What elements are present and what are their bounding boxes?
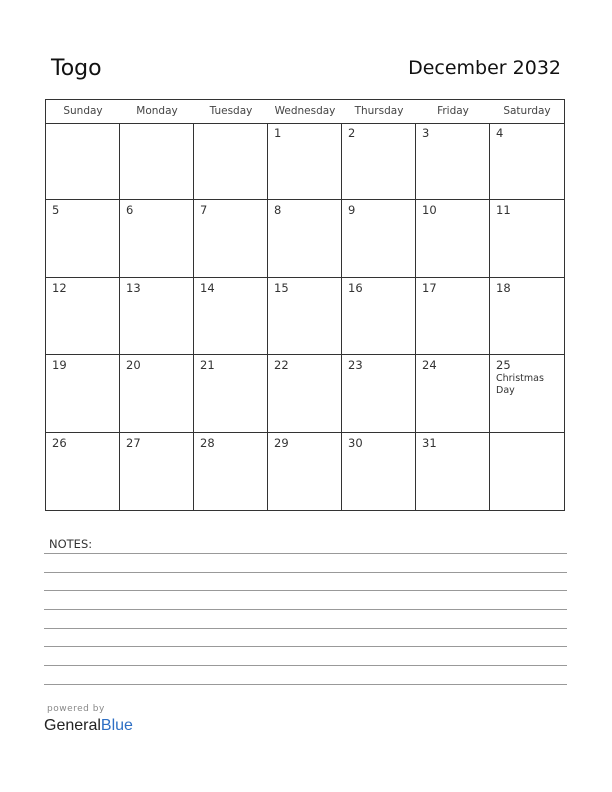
day-cell bbox=[194, 355, 268, 432]
day-cell bbox=[342, 200, 416, 277]
weekday-header-row bbox=[46, 100, 564, 124]
day-number: 27 bbox=[126, 435, 141, 450]
day-number: 8 bbox=[274, 203, 282, 218]
day-number: 22 bbox=[274, 358, 289, 373]
weekday-wednesday: Wednesday bbox=[274, 105, 336, 117]
day-cell bbox=[194, 433, 268, 510]
day-number: 1 bbox=[274, 126, 282, 140]
day-cell bbox=[342, 433, 416, 510]
day-cell bbox=[120, 123, 194, 200]
generalblue-logo[interactable] bbox=[44, 716, 133, 736]
weekday-thursday: Thursday bbox=[354, 105, 404, 117]
day-cell bbox=[490, 355, 564, 432]
note-line bbox=[44, 590, 567, 591]
day-cell bbox=[416, 355, 490, 432]
day-cell bbox=[490, 200, 564, 277]
brand-blue: Blue bbox=[100, 717, 133, 734]
day-cell bbox=[120, 355, 194, 432]
note-line bbox=[44, 665, 567, 666]
month-year-title: December 2032 bbox=[408, 57, 561, 79]
day-cell bbox=[416, 123, 490, 200]
day-number: 24 bbox=[422, 358, 437, 373]
day-number: 6 bbox=[126, 203, 134, 218]
day-number: 31 bbox=[422, 435, 437, 450]
calendar-grid bbox=[45, 99, 565, 511]
day-cell bbox=[416, 433, 490, 510]
note-line bbox=[44, 609, 567, 610]
day-number: 26 bbox=[52, 435, 67, 450]
day-number: 11 bbox=[496, 203, 511, 218]
day-cell bbox=[194, 278, 268, 355]
day-number: 2 bbox=[348, 126, 356, 140]
day-cell bbox=[194, 200, 268, 277]
day-cell bbox=[268, 433, 342, 510]
note-line bbox=[44, 684, 567, 685]
day-cell bbox=[490, 123, 564, 200]
day-number: 28 bbox=[200, 435, 215, 450]
day-cell bbox=[120, 278, 194, 355]
weekday-tuesday: Tuesday bbox=[209, 105, 253, 117]
day-cell bbox=[46, 355, 120, 432]
day-number: 4 bbox=[496, 126, 504, 140]
day-cell bbox=[46, 200, 120, 277]
day-number: 12 bbox=[52, 280, 67, 295]
weekday-friday: Friday bbox=[437, 105, 469, 117]
day-number: 17 bbox=[422, 280, 437, 295]
day-number: 7 bbox=[200, 203, 208, 218]
day-number: 3 bbox=[422, 126, 430, 140]
day-number: 25 bbox=[496, 358, 511, 373]
day-cell bbox=[194, 123, 268, 200]
day-cell bbox=[342, 278, 416, 355]
day-cell bbox=[268, 278, 342, 355]
day-cell bbox=[342, 123, 416, 200]
weekday-saturday: Saturday bbox=[503, 105, 551, 117]
day-number: 21 bbox=[200, 358, 215, 373]
day-cell bbox=[120, 433, 194, 510]
weekday-sunday: Sunday bbox=[63, 105, 103, 117]
note-line bbox=[44, 553, 567, 554]
day-cell bbox=[268, 355, 342, 432]
day-cell bbox=[268, 123, 342, 200]
country-title: Togo bbox=[51, 56, 102, 81]
day-number: 10 bbox=[422, 203, 437, 218]
brand-general: General bbox=[44, 717, 101, 734]
weekday-monday: Monday bbox=[136, 105, 178, 117]
day-number: 15 bbox=[274, 280, 289, 295]
holiday-label: Christmas Day bbox=[496, 373, 544, 397]
day-number: 16 bbox=[348, 280, 363, 295]
day-cell bbox=[268, 200, 342, 277]
day-number: 19 bbox=[52, 358, 67, 373]
day-number: 23 bbox=[348, 358, 363, 373]
day-number: 29 bbox=[274, 435, 289, 450]
day-cell bbox=[342, 355, 416, 432]
day-number: 13 bbox=[126, 280, 141, 295]
day-cell bbox=[490, 433, 564, 510]
day-number: 30 bbox=[348, 435, 363, 450]
day-cell bbox=[46, 278, 120, 355]
day-number: 9 bbox=[348, 203, 356, 218]
day-grid bbox=[46, 123, 564, 510]
day-cell bbox=[46, 123, 120, 200]
day-cell bbox=[120, 200, 194, 277]
note-line bbox=[44, 646, 567, 647]
notes-label: NOTES: bbox=[49, 537, 93, 551]
day-number: 18 bbox=[496, 280, 511, 295]
day-number: 5 bbox=[52, 203, 60, 218]
day-cell bbox=[416, 200, 490, 277]
powered-by-text: powered by bbox=[47, 704, 105, 714]
note-line bbox=[44, 572, 567, 573]
day-number: 14 bbox=[200, 280, 215, 295]
day-cell bbox=[490, 278, 564, 355]
note-line bbox=[44, 628, 567, 629]
day-cell bbox=[416, 278, 490, 355]
day-cell bbox=[46, 433, 120, 510]
day-number: 20 bbox=[126, 358, 141, 373]
